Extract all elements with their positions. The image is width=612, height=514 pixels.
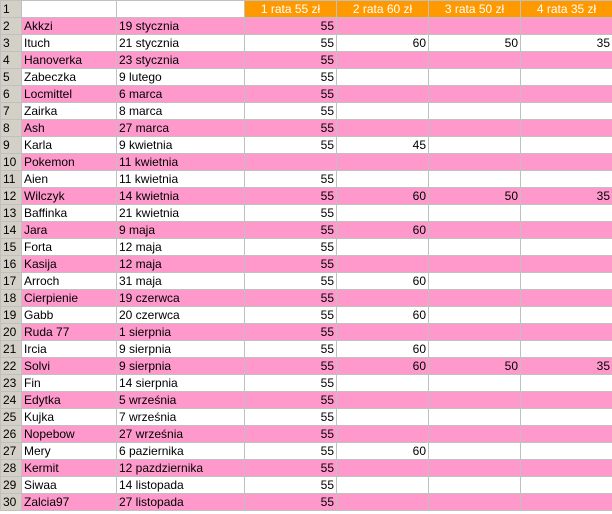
name-cell[interactable]: Locmittel [22, 86, 117, 103]
name-cell[interactable]: Wilczyk [22, 188, 117, 205]
table-row [1, 460, 612, 477]
date-cell[interactable]: 31 maja [117, 273, 245, 290]
name-cell[interactable]: Gabb [22, 307, 117, 324]
rata-3-cell[interactable] [429, 392, 521, 409]
rata-2-cell[interactable]: 60 [337, 307, 429, 324]
table-row [1, 477, 612, 494]
date-cell[interactable]: 27 marca [117, 120, 245, 137]
row-header[interactable]: 23 [1, 375, 22, 392]
row-header[interactable]: 30 [1, 494, 22, 511]
name-cell[interactable]: Kermit [22, 460, 117, 477]
rata-3-cell[interactable] [429, 341, 521, 358]
rata-4-cell[interactable] [521, 409, 612, 426]
row-header[interactable]: 13 [1, 205, 22, 222]
rata-3-cell[interactable] [429, 137, 521, 154]
name-cell[interactable]: Ircia [22, 341, 117, 358]
rata-3-cell[interactable] [429, 222, 521, 239]
spreadsheet-body [1, 1, 612, 511]
row-header[interactable]: 6 [1, 86, 22, 103]
rata-2-cell[interactable]: 45 [337, 137, 429, 154]
row-header[interactable]: 20 [1, 324, 22, 341]
rata-3-cell[interactable] [429, 103, 521, 120]
rata-3-cell[interactable] [429, 120, 521, 137]
rata-1-cell[interactable]: 55 [245, 477, 337, 494]
name-cell[interactable]: Mery [22, 443, 117, 460]
row-header[interactable]: 29 [1, 477, 22, 494]
row-header[interactable]: 12 [1, 188, 22, 205]
rata-1-cell[interactable]: 55 [245, 341, 337, 358]
rata-3-cell[interactable] [429, 18, 521, 35]
rata-1-cell[interactable]: 55 [245, 290, 337, 307]
rata-1-cell[interactable]: 55 [245, 205, 337, 222]
header-cell-b[interactable] [117, 1, 245, 18]
rata-2-cell[interactable] [337, 154, 429, 171]
rata-1-cell[interactable]: 55 [245, 392, 337, 409]
rata-2-cell[interactable] [337, 18, 429, 35]
table-row [1, 494, 612, 511]
table-row [1, 256, 612, 273]
date-cell[interactable]: 12 maja [117, 256, 245, 273]
rata-3-cell[interactable] [429, 205, 521, 222]
row-header[interactable]: 27 [1, 443, 22, 460]
date-cell[interactable]: 21 stycznia [117, 35, 245, 52]
row-header[interactable]: 22 [1, 358, 22, 375]
date-cell[interactable]: 9 lutego [117, 69, 245, 86]
name-cell[interactable]: Aien [22, 171, 117, 188]
table-row [1, 273, 612, 290]
name-cell[interactable]: Baffinka [22, 205, 117, 222]
rata-2-cell[interactable] [337, 392, 429, 409]
rata-4-cell[interactable] [521, 341, 612, 358]
row-header[interactable]: 2 [1, 18, 22, 35]
table-row [1, 443, 612, 460]
date-cell[interactable]: 6 paziernika [117, 443, 245, 460]
rata-2-cell[interactable] [337, 205, 429, 222]
name-cell[interactable]: Ruda 77 [22, 324, 117, 341]
rata-1-cell[interactable]: 55 [245, 137, 337, 154]
table-row [1, 35, 612, 52]
rata-1-cell[interactable]: 55 [245, 409, 337, 426]
table-row [1, 222, 612, 239]
table-row [1, 69, 612, 86]
rata-3-cell[interactable] [429, 426, 521, 443]
header-row [1, 1, 612, 18]
rata-1-cell[interactable]: 55 [245, 35, 337, 52]
rata-4-cell[interactable]: 35 [521, 35, 612, 52]
date-cell[interactable]: 23 stycznia [117, 52, 245, 69]
table-row [1, 137, 612, 154]
name-cell[interactable]: Ash [22, 120, 117, 137]
rata-4-cell[interactable] [521, 171, 612, 188]
date-cell[interactable]: 6 marca [117, 86, 245, 103]
name-cell[interactable]: Kasija [22, 256, 117, 273]
rata-2-cell[interactable] [337, 256, 429, 273]
row-header[interactable]: 9 [1, 137, 22, 154]
table-row [1, 205, 612, 222]
rata-4-cell[interactable] [521, 137, 612, 154]
rata-2-cell[interactable] [337, 426, 429, 443]
row-header[interactable]: 3 [1, 35, 22, 52]
rata-4-cell[interactable] [521, 426, 612, 443]
rata-4-cell[interactable]: 35 [521, 188, 612, 205]
rata-4-cell[interactable] [521, 52, 612, 69]
row-header[interactable]: 24 [1, 392, 22, 409]
name-cell[interactable]: Karla [22, 137, 117, 154]
header-cell-rata-2[interactable]: 2 rata 60 zł [337, 1, 429, 18]
date-cell[interactable]: 14 sierpnia [117, 375, 245, 392]
rata-1-cell[interactable]: 55 [245, 443, 337, 460]
row-header[interactable]: 18 [1, 290, 22, 307]
name-cell[interactable]: Siwaa [22, 477, 117, 494]
rata-2-cell[interactable] [337, 477, 429, 494]
rata-1-cell[interactable]: 55 [245, 103, 337, 120]
rata-2-cell[interactable]: 60 [337, 443, 429, 460]
rata-4-cell[interactable] [521, 120, 612, 137]
table-row [1, 375, 612, 392]
date-cell[interactable]: 11 kwietnia [117, 171, 245, 188]
rata-1-cell[interactable]: 55 [245, 307, 337, 324]
table-row [1, 341, 612, 358]
rata-1-cell[interactable]: 55 [245, 222, 337, 239]
rata-4-cell[interactable] [521, 86, 612, 103]
table-row [1, 307, 612, 324]
rata-4-cell[interactable] [521, 290, 612, 307]
rata-3-cell[interactable] [429, 171, 521, 188]
rata-4-cell[interactable] [521, 205, 612, 222]
rata-4-cell[interactable] [521, 375, 612, 392]
row-header[interactable]: 10 [1, 154, 22, 171]
row-header[interactable]: 14 [1, 222, 22, 239]
rata-2-cell[interactable] [337, 324, 429, 341]
table-row [1, 188, 612, 205]
rata-1-cell[interactable] [245, 154, 337, 171]
rata-3-cell[interactable]: 50 [429, 35, 521, 52]
rata-3-cell[interactable] [429, 290, 521, 307]
date-cell[interactable]: 20 czerwca [117, 307, 245, 324]
rata-4-cell[interactable] [521, 103, 612, 120]
table-row [1, 18, 612, 35]
rata-1-cell[interactable]: 55 [245, 426, 337, 443]
rata-1-cell[interactable]: 55 [245, 69, 337, 86]
date-cell[interactable]: 9 maja [117, 222, 245, 239]
table-row [1, 120, 612, 137]
rata-3-cell[interactable] [429, 273, 521, 290]
row-header[interactable]: 4 [1, 52, 22, 69]
table-row [1, 324, 612, 341]
table-row [1, 290, 612, 307]
rata-1-cell[interactable]: 55 [245, 460, 337, 477]
name-cell[interactable]: Solvi [22, 358, 117, 375]
name-cell[interactable]: Ituch [22, 35, 117, 52]
rata-3-cell[interactable] [429, 239, 521, 256]
name-cell[interactable]: Zabeczka [22, 69, 117, 86]
date-cell[interactable]: 27 września [117, 426, 245, 443]
rata-3-cell[interactable] [429, 256, 521, 273]
rata-4-cell[interactable] [521, 460, 612, 477]
rata-4-cell[interactable] [521, 477, 612, 494]
rata-2-cell[interactable] [337, 86, 429, 103]
rata-3-cell[interactable] [429, 86, 521, 103]
row-header[interactable]: 7 [1, 103, 22, 120]
rata-2-cell[interactable] [337, 494, 429, 511]
date-cell[interactable]: 1 sierpnia [117, 324, 245, 341]
rata-1-cell[interactable]: 55 [245, 52, 337, 69]
rata-3-cell[interactable]: 50 [429, 188, 521, 205]
date-cell[interactable]: 21 kwietnia [117, 205, 245, 222]
name-cell[interactable]: Zairka [22, 103, 117, 120]
rata-4-cell[interactable] [521, 222, 612, 239]
rata-1-cell[interactable]: 55 [245, 188, 337, 205]
date-cell[interactable]: 19 czerwca [117, 290, 245, 307]
rata-4-cell[interactable] [521, 69, 612, 86]
rata-1-cell[interactable]: 55 [245, 120, 337, 137]
date-cell[interactable]: 9 sierpnia [117, 341, 245, 358]
rata-3-cell[interactable] [429, 375, 521, 392]
row-header[interactable]: 19 [1, 307, 22, 324]
date-cell[interactable]: 12 maja [117, 239, 245, 256]
table-row [1, 239, 612, 256]
name-cell[interactable]: Nopebow [22, 426, 117, 443]
table-row [1, 86, 612, 103]
header-cell-rata-4[interactable]: 4 rata 35 zł [521, 1, 612, 18]
table-row [1, 171, 612, 188]
rata-3-cell[interactable] [429, 307, 521, 324]
rata-1-cell[interactable]: 55 [245, 358, 337, 375]
rata-3-cell[interactable] [429, 460, 521, 477]
row-header[interactable]: 26 [1, 426, 22, 443]
rata-3-cell[interactable] [429, 409, 521, 426]
row-header[interactable]: 1 [1, 1, 22, 18]
rata-2-cell[interactable]: 60 [337, 188, 429, 205]
name-cell[interactable]: Cierpienie [22, 290, 117, 307]
table-row [1, 52, 612, 69]
date-cell[interactable]: 5 września [117, 392, 245, 409]
name-cell[interactable]: Akkzi [22, 18, 117, 35]
date-cell[interactable]: 14 listopada [117, 477, 245, 494]
rata-4-cell[interactable] [521, 324, 612, 341]
date-cell[interactable]: 12 pazdziernika [117, 460, 245, 477]
rata-2-cell[interactable]: 60 [337, 222, 429, 239]
rata-1-cell[interactable]: 55 [245, 18, 337, 35]
table-row [1, 103, 612, 120]
rata-2-cell[interactable]: 60 [337, 341, 429, 358]
row-header[interactable]: 25 [1, 409, 22, 426]
rata-2-cell[interactable] [337, 409, 429, 426]
rata-4-cell[interactable] [521, 392, 612, 409]
name-cell[interactable]: Zalcia97 [22, 494, 117, 511]
row-header[interactable]: 11 [1, 171, 22, 188]
rata-1-cell[interactable]: 55 [245, 239, 337, 256]
rata-4-cell[interactable] [521, 154, 612, 171]
rata-2-cell[interactable] [337, 69, 429, 86]
rata-4-cell[interactable] [521, 494, 612, 511]
rata-3-cell[interactable] [429, 52, 521, 69]
date-cell[interactable]: 19 stycznia [117, 18, 245, 35]
rata-4-cell[interactable] [521, 239, 612, 256]
table-row [1, 358, 612, 375]
rata-3-cell[interactable] [429, 324, 521, 341]
rata-4-cell[interactable] [521, 256, 612, 273]
rata-3-cell[interactable]: 50 [429, 358, 521, 375]
name-cell[interactable]: Arroch [22, 273, 117, 290]
date-cell[interactable]: 14 kwietnia [117, 188, 245, 205]
header-cell-a[interactable] [22, 1, 117, 18]
rata-2-cell[interactable] [337, 171, 429, 188]
header-cell-rata-1[interactable]: 1 rata 55 zł [245, 1, 337, 18]
date-cell[interactable]: 7 września [117, 409, 245, 426]
row-header[interactable]: 5 [1, 69, 22, 86]
rata-1-cell[interactable]: 55 [245, 86, 337, 103]
name-cell[interactable]: Jara [22, 222, 117, 239]
rata-2-cell[interactable] [337, 52, 429, 69]
rata-4-cell[interactable] [521, 307, 612, 324]
header-cell-rata-3[interactable]: 3 rata 50 zł [429, 1, 521, 18]
date-cell[interactable]: 27 listopada [117, 494, 245, 511]
name-cell[interactable]: Edytka [22, 392, 117, 409]
table-row [1, 426, 612, 443]
row-header[interactable]: 28 [1, 460, 22, 477]
rata-1-cell[interactable]: 55 [245, 273, 337, 290]
rata-3-cell[interactable] [429, 477, 521, 494]
row-header[interactable]: 15 [1, 239, 22, 256]
rata-4-cell[interactable] [521, 443, 612, 460]
rata-4-cell[interactable] [521, 18, 612, 35]
rata-4-cell[interactable]: 35 [521, 358, 612, 375]
rata-2-cell[interactable]: 60 [337, 358, 429, 375]
row-header[interactable]: 16 [1, 256, 22, 273]
table-row [1, 154, 612, 171]
rata-2-cell[interactable] [337, 120, 429, 137]
table-row [1, 392, 612, 409]
row-header[interactable]: 21 [1, 341, 22, 358]
name-cell[interactable]: Hanoverka [22, 52, 117, 69]
name-cell[interactable]: Pokemon [22, 154, 117, 171]
rata-2-cell[interactable] [337, 375, 429, 392]
name-cell[interactable]: Kujka [22, 409, 117, 426]
rata-3-cell[interactable] [429, 154, 521, 171]
date-cell[interactable]: 8 marca [117, 103, 245, 120]
rata-1-cell[interactable]: 55 [245, 171, 337, 188]
rata-1-cell[interactable]: 55 [245, 494, 337, 511]
rata-2-cell[interactable] [337, 460, 429, 477]
rata-2-cell[interactable] [337, 290, 429, 307]
rata-2-cell[interactable] [337, 239, 429, 256]
rata-3-cell[interactable] [429, 443, 521, 460]
date-cell[interactable]: 9 sierpnia [117, 358, 245, 375]
date-cell[interactable]: 9 kwietnia [117, 137, 245, 154]
rata-2-cell[interactable]: 60 [337, 35, 429, 52]
rata-4-cell[interactable] [521, 273, 612, 290]
rata-1-cell[interactable]: 55 [245, 324, 337, 341]
name-cell[interactable]: Fin [22, 375, 117, 392]
rata-3-cell[interactable] [429, 494, 521, 511]
row-header[interactable]: 8 [1, 120, 22, 137]
date-cell[interactable]: 11 kwietnia [117, 154, 245, 171]
rata-1-cell[interactable]: 55 [245, 256, 337, 273]
rata-2-cell[interactable]: 60 [337, 273, 429, 290]
rata-2-cell[interactable] [337, 103, 429, 120]
row-header[interactable]: 17 [1, 273, 22, 290]
table-row [1, 409, 612, 426]
name-cell[interactable]: Forta [22, 239, 117, 256]
rata-3-cell[interactable] [429, 69, 521, 86]
rata-1-cell[interactable]: 55 [245, 375, 337, 392]
